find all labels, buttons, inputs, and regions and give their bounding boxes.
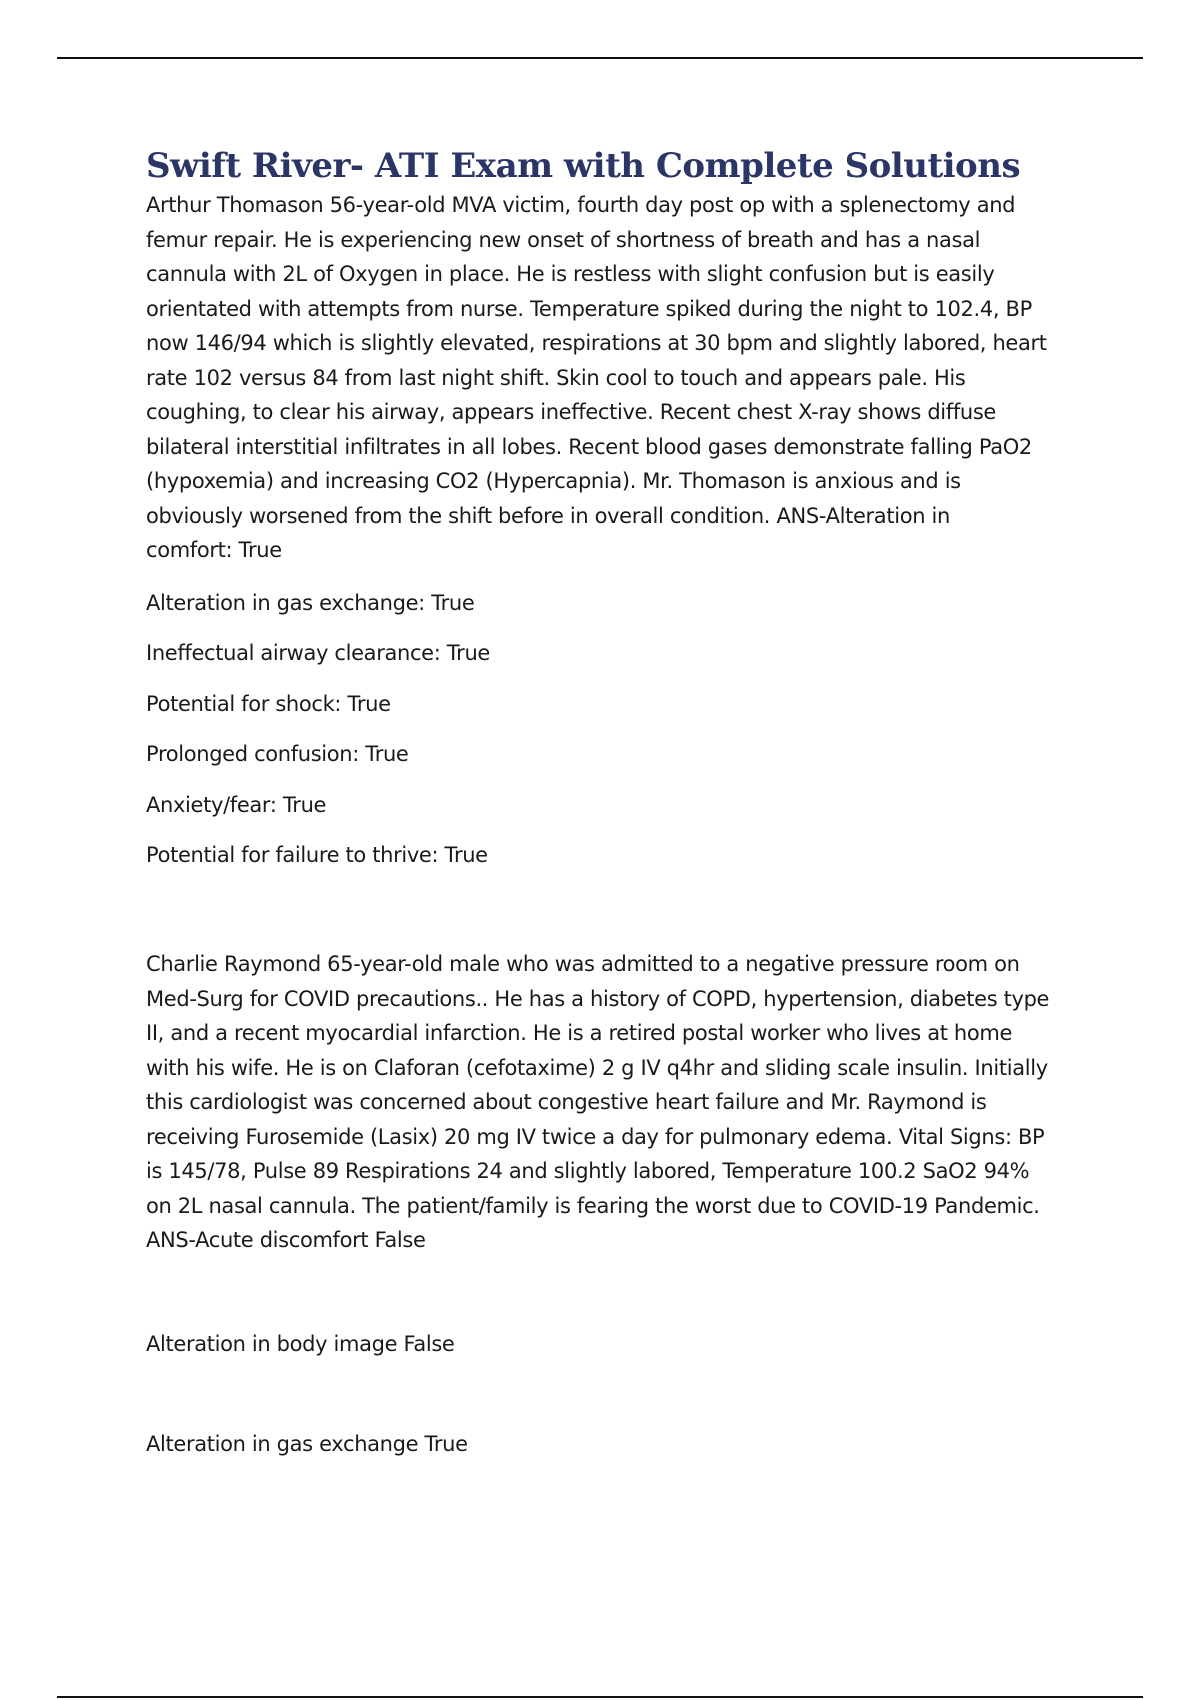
case1-line: femur repair. He is experiencing new onset of shortness of breath and has a nasal: [146, 227, 981, 252]
answer-item: Ineffectual airway clearance: True: [146, 641, 490, 665]
case1-line: obviously worsened from the shift before in overall condition. ANS-Alteration in: [146, 503, 950, 528]
case1-line: cannula with 2L of Oxygen in place. He is restless with slight confusion but is easily: [146, 262, 995, 286]
case2-line: receiving Furosemide (Lasix) 20 mg IV twice a day for pulmonary edema. Vital Signs: BP: [146, 1124, 1045, 1149]
document-title: Swift River- ATI Exam with Complete Solutions: [146, 146, 1021, 186]
case1-line: bilateral interstitial infiltrates in all lobes. Recent blood gases demonstrate falling PaO2: [146, 434, 1032, 459]
case2-line: this cardiologist was concerned about congestive heart failure and Mr. Raymond is: [146, 1090, 987, 1114]
case2-line: Med-Surg for COVID precautions.. He has a history of COPD, hypertension, diabetes type: [146, 986, 1050, 1011]
document-body: [146, 146, 1096, 1477]
case2-line: is 145/78, Pulse 89 Respirations 24 and slightly labored, Temperature 100.2 SaO2 94%: [146, 1159, 1030, 1183]
answer-item: Alteration in gas exchange True: [146, 1431, 468, 1456]
case2-line: on 2L nasal cannula. The patient/family is fearing the worst due to COVID-19 Pandemic.: [146, 1193, 1040, 1218]
case1-line: comfort: True: [146, 538, 282, 562]
case1-line: orientated with attempts from nurse. Temperature spiked during the night to 102.4, BP: [146, 296, 1032, 321]
answer-item: Alteration in body image False: [146, 1331, 455, 1356]
case2-paragraph: [146, 947, 1096, 1258]
case1-line: coughing, to clear his airway, appears ineffective. Recent chest X-ray shows diffuse: [146, 400, 996, 424]
header-rule: [57, 57, 1143, 59]
case2-line: ANS-Acute discomfort False: [146, 1228, 426, 1252]
case1-line: now 146/94 which is slightly elevated, respirations at 30 bpm and slightly labored, heart: [146, 331, 1047, 355]
case2-line: II, and a recent myocardial infarction. He is a retired postal worker who lives at home: [146, 1021, 1013, 1045]
footer-rule: [57, 1696, 1143, 1698]
case1-paragraph: [146, 188, 1096, 568]
answer-item: Potential for shock: True: [146, 691, 391, 716]
answer-item: Prolonged confusion: True: [146, 742, 409, 766]
case1-line: Arthur Thomason 56-year-old MVA victim, fourth day post op with a splenectomy and: [146, 193, 1016, 217]
case1-answers: [146, 586, 1096, 873]
answer-item: Anxiety/fear: True: [146, 792, 327, 817]
answer-item: Alteration in gas exchange: True: [146, 590, 475, 615]
answer-item: Potential for failure to thrive: True: [146, 843, 488, 867]
case1-line: (hypoxemia) and increasing CO2 (Hypercapnia). Mr. Thomason is anxious and is: [146, 469, 961, 493]
case2-line: with his wife. He is on Claforan (cefotaxime) 2 g IV q4hr and sliding scale insulin. Initially: [146, 1055, 1048, 1080]
case2-line: Charlie Raymond 65-year-old male who was admitted to a negative pressure room on: [146, 952, 1020, 976]
case1-line: rate 102 versus 84 from last night shift. Skin cool to touch and appears pale. His: [146, 365, 966, 390]
